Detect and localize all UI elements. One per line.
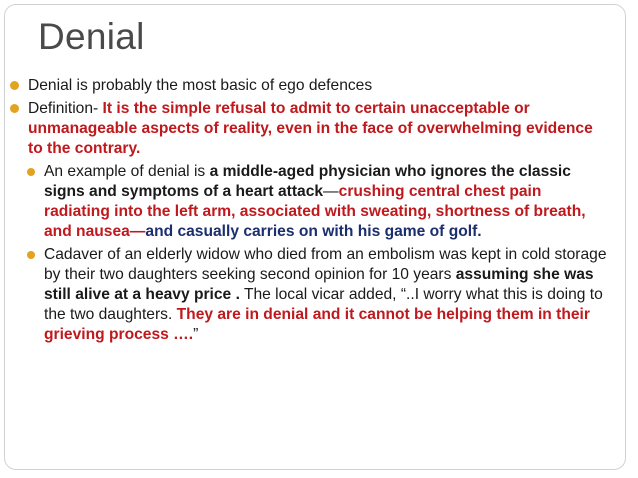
- sub-bullet-2-denial: They are in denial and it cannot be helping them in their grieving process ….: [44, 306, 590, 343]
- bullet-dot-icon: [10, 104, 19, 113]
- bullet-2: [10, 99, 610, 159]
- bullet-dot-icon: [27, 168, 35, 176]
- sub-bullet-2-assuming: assuming she was still alive at a heavy price .: [44, 266, 594, 303]
- bullet-dot-icon: [27, 251, 35, 259]
- slide-title: Denial: [38, 16, 145, 57]
- slide-content: [10, 76, 610, 348]
- sub-bullet-1-dash: —: [323, 183, 339, 200]
- sub-bullet-1: [10, 162, 610, 242]
- sub-bullet-1-intro: An example of denial is: [44, 163, 210, 180]
- sub-bullet-2-closing-quote: ”: [193, 326, 199, 343]
- sub-bullet-2-vicar: The local vicar added, “..I worry what this is doing to the two daughters.: [44, 286, 603, 323]
- bullet-2-prefix: Definition-: [28, 100, 103, 117]
- sub-bullet-2-intro: Cadaver of an elderly widow who died from an embolism was kept in cold storage by their two daughters seeking second opinion for 10 years: [44, 246, 607, 283]
- sub-bullet-1-golf: and casually carries on with his game of golf.: [145, 223, 482, 240]
- bullet-1-text: Denial is probably the most basic of ego defences: [28, 77, 373, 94]
- sub-bullet-1-symptoms: crushing central chest pain radiating into the left arm, associated with sweating, shortness of breath, and nausea—: [44, 183, 586, 240]
- sub-bullet-1-physician: a middle-aged physician who ignores the classic signs and symptoms of a heart attack: [44, 163, 571, 200]
- bullet-1: [10, 76, 610, 96]
- sub-bullet-2: [10, 245, 610, 345]
- definition-text: It is the simple refusal to admit to certain unacceptable or unmanageable aspects of reality, even in the face of overwhelming evidence to the contrary.: [28, 100, 593, 157]
- bullet-dot-icon: [10, 81, 19, 90]
